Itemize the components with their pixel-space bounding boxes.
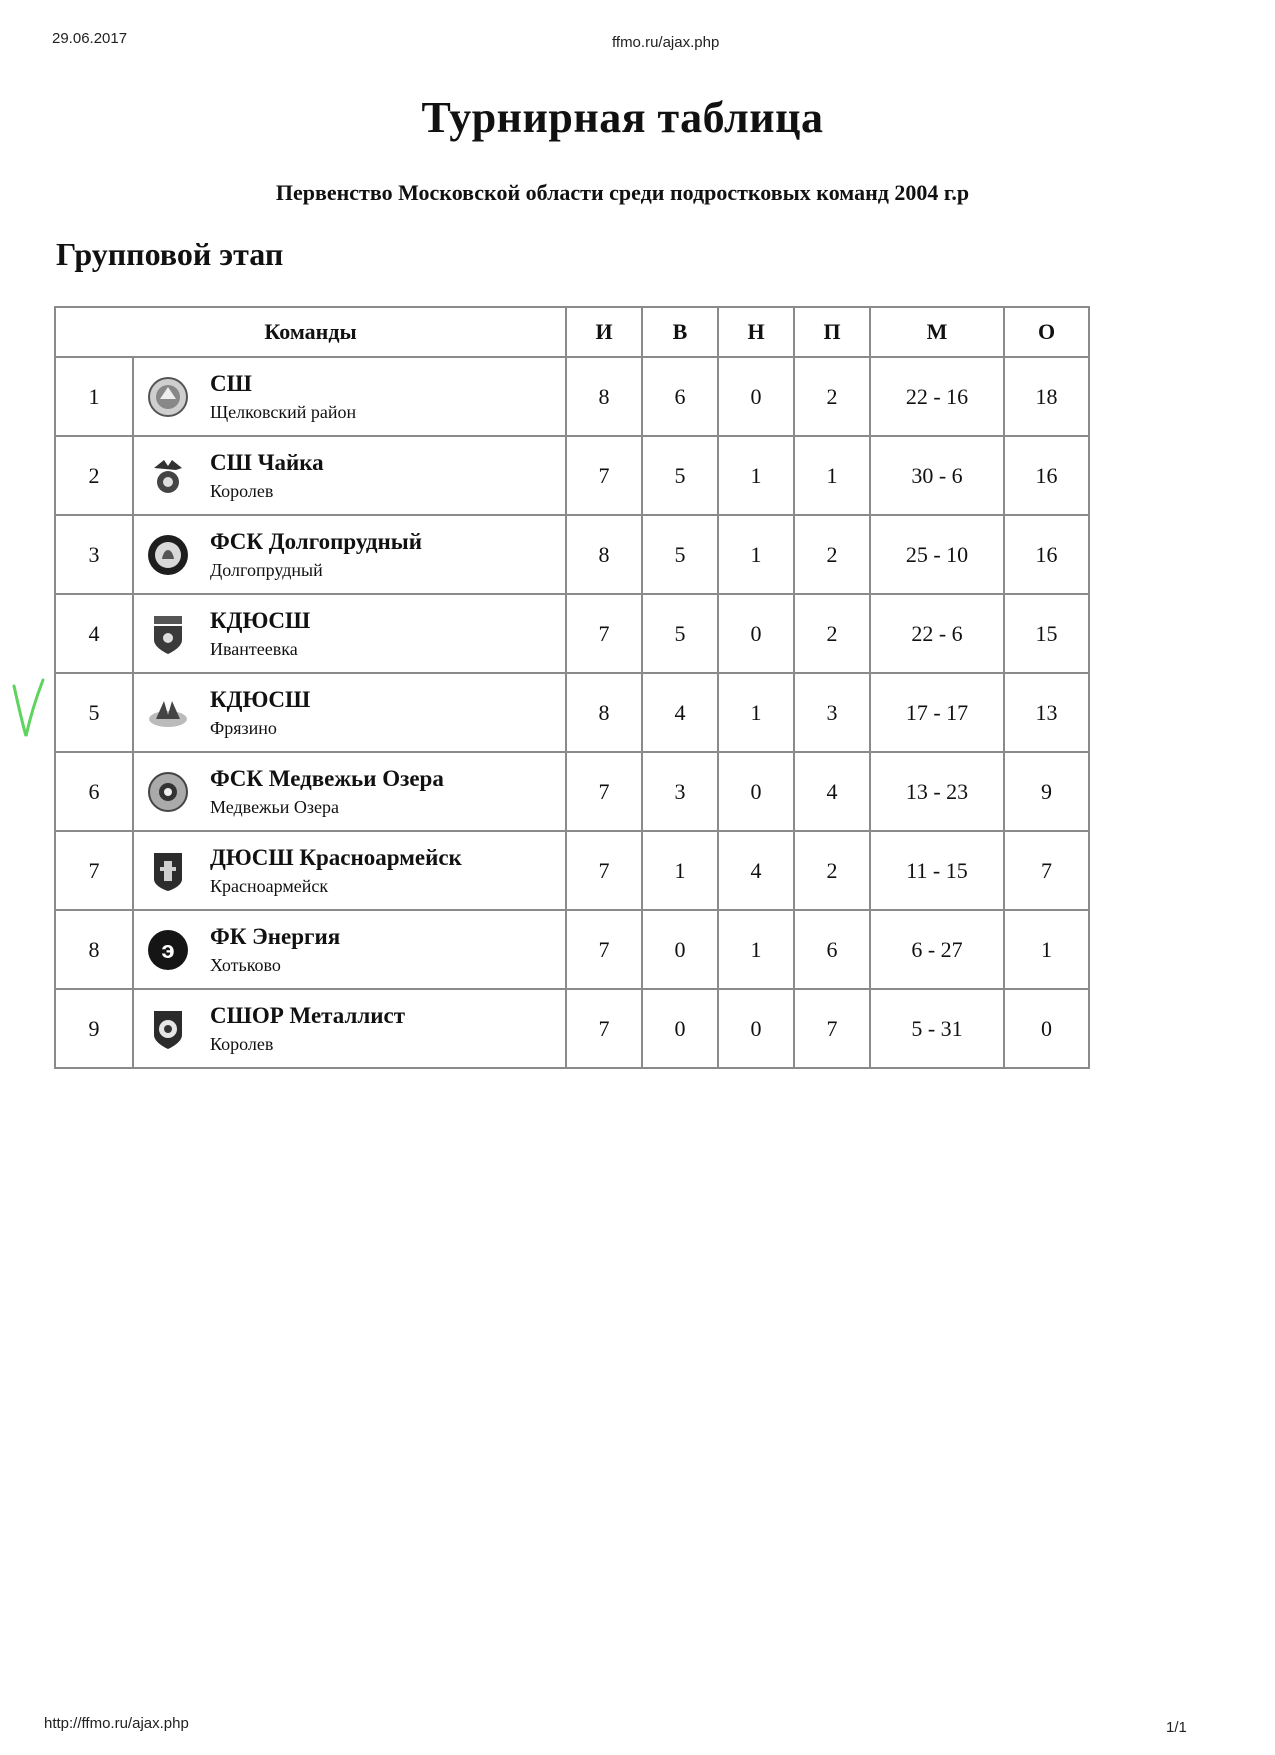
- played-cell: 7: [566, 752, 642, 831]
- check-mark-icon: [10, 678, 46, 740]
- goals-cell: 5 - 31: [870, 989, 1004, 1068]
- team-cell: [133, 594, 566, 673]
- lost-cell: 2: [794, 515, 870, 594]
- bear-ball-icon: [146, 770, 190, 814]
- goals-cell: 22 - 16: [870, 357, 1004, 436]
- won-cell: 5: [642, 436, 718, 515]
- city-coat-of-arms-icon: [146, 849, 190, 893]
- won-cell: 1: [642, 831, 718, 910]
- drawn-cell: 0: [718, 752, 794, 831]
- team-cell: [133, 831, 566, 910]
- drawn-cell: 0: [718, 989, 794, 1068]
- won-cell: 0: [642, 910, 718, 989]
- svg-text:э: э: [161, 936, 175, 964]
- table-row: [55, 357, 1089, 436]
- team-name: ДЮСШ Красноармейск: [210, 844, 462, 870]
- team-name: ФСК Медвежьи Озера: [210, 765, 444, 791]
- goals-cell: 13 - 23: [870, 752, 1004, 831]
- table-header-row: [55, 307, 1089, 357]
- played-cell: 8: [566, 357, 642, 436]
- team-name: СШОР Металлист: [210, 1002, 406, 1028]
- table-row: [55, 673, 1089, 752]
- points-cell: 16: [1004, 436, 1089, 515]
- rank-cell: 2: [55, 436, 133, 515]
- team-city: Красноармейск: [210, 875, 329, 896]
- won-cell: 4: [642, 673, 718, 752]
- table-row: [55, 989, 1089, 1068]
- table-row: [55, 594, 1089, 673]
- ball-shield-icon: [146, 1007, 190, 1051]
- team-cell: [133, 673, 566, 752]
- rank-cell: 4: [55, 594, 133, 673]
- won-cell: 5: [642, 594, 718, 673]
- drawn-cell: 1: [718, 515, 794, 594]
- team-city: Ивантеевка: [210, 638, 298, 659]
- lost-cell: 2: [794, 594, 870, 673]
- print-url-header: ffmo.ru/ajax.php: [612, 34, 720, 51]
- team-cell: [133, 989, 566, 1068]
- table-row: [55, 515, 1089, 594]
- team-city: Фрязино: [210, 717, 277, 738]
- rank-cell: 1: [55, 357, 133, 436]
- played-cell: 7: [566, 594, 642, 673]
- drawn-cell: 0: [718, 594, 794, 673]
- winged-emblem-icon: [146, 691, 190, 735]
- lost-cell: 1: [794, 436, 870, 515]
- team-name: КДЮСШ: [210, 686, 311, 712]
- points-cell: 13: [1004, 673, 1089, 752]
- played-cell: 8: [566, 673, 642, 752]
- table-row: [55, 752, 1089, 831]
- lost-cell: 6: [794, 910, 870, 989]
- team-cell: [133, 515, 566, 594]
- table-row: [55, 831, 1089, 910]
- goals-cell: 30 - 6: [870, 436, 1004, 515]
- played-cell: 7: [566, 910, 642, 989]
- points-cell: 1: [1004, 910, 1089, 989]
- team-name: ФК Энергия: [210, 923, 341, 949]
- lost-cell: 2: [794, 357, 870, 436]
- goals-cell: 17 - 17: [870, 673, 1004, 752]
- rank-cell: 5: [55, 673, 133, 752]
- team-city: Королев: [210, 1033, 274, 1054]
- seagull-ball-icon: [146, 454, 190, 498]
- goals-cell: 6 - 27: [870, 910, 1004, 989]
- rank-cell: 8: [55, 910, 133, 989]
- points-cell: 9: [1004, 752, 1089, 831]
- team-cell: [133, 910, 566, 989]
- won-cell: 3: [642, 752, 718, 831]
- energy-e-icon: [146, 928, 190, 972]
- rank-cell: 6: [55, 752, 133, 831]
- goals-cell: 25 - 10: [870, 515, 1004, 594]
- won-cell: 0: [642, 989, 718, 1068]
- won-cell: 5: [642, 515, 718, 594]
- points-cell: 16: [1004, 515, 1089, 594]
- team-name: СШ: [210, 370, 252, 396]
- drawn-cell: 1: [718, 436, 794, 515]
- goals-cell: 22 - 6: [870, 594, 1004, 673]
- points-cell: 18: [1004, 357, 1089, 436]
- col-header-drawn: Н: [718, 307, 794, 357]
- page-title: Турнирная таблица: [421, 93, 824, 142]
- round-emblem-icon: [146, 375, 190, 419]
- points-cell: 15: [1004, 594, 1089, 673]
- points-cell: 0: [1004, 989, 1089, 1068]
- table-row: [55, 436, 1089, 515]
- standings-table: [54, 306, 1090, 1069]
- team-city: Хотьково: [210, 954, 281, 975]
- table-row: [55, 910, 1089, 989]
- col-header-points: О: [1004, 307, 1089, 357]
- played-cell: 8: [566, 515, 642, 594]
- print-date: 29.06.2017: [52, 30, 128, 47]
- dark-round-emblem-icon: [146, 533, 190, 577]
- col-header-played: И: [566, 307, 642, 357]
- section-heading: Групповой этап: [56, 236, 284, 272]
- team-name: ФСК Долгопрудный: [210, 528, 422, 554]
- shield-crest-icon: [146, 612, 190, 656]
- team-city: Щелковский район: [210, 401, 357, 422]
- drawn-cell: 1: [718, 673, 794, 752]
- played-cell: 7: [566, 989, 642, 1068]
- team-name: КДЮСШ: [210, 607, 311, 633]
- team-name: СШ Чайка: [210, 449, 324, 475]
- played-cell: 7: [566, 831, 642, 910]
- lost-cell: 3: [794, 673, 870, 752]
- lost-cell: 7: [794, 989, 870, 1068]
- col-header-won: В: [642, 307, 718, 357]
- won-cell: 6: [642, 357, 718, 436]
- rank-cell: 9: [55, 989, 133, 1068]
- print-url-footer: http://ffmo.ru/ajax.php: [44, 1715, 189, 1732]
- lost-cell: 2: [794, 831, 870, 910]
- points-cell: 7: [1004, 831, 1089, 910]
- lost-cell: 4: [794, 752, 870, 831]
- rank-cell: 7: [55, 831, 133, 910]
- drawn-cell: 0: [718, 357, 794, 436]
- team-cell: [133, 752, 566, 831]
- played-cell: 7: [566, 436, 642, 515]
- col-header-lost: П: [794, 307, 870, 357]
- team-city: Долгопрудный: [210, 559, 323, 580]
- team-city: Медвежьи Озера: [210, 796, 339, 817]
- drawn-cell: 1: [718, 910, 794, 989]
- goals-cell: 11 - 15: [870, 831, 1004, 910]
- drawn-cell: 4: [718, 831, 794, 910]
- team-cell: [133, 357, 566, 436]
- page-number: 1/1: [1166, 1719, 1187, 1736]
- team-city: Королев: [210, 480, 274, 501]
- team-cell: [133, 436, 566, 515]
- col-header-teams: Команды: [55, 307, 566, 357]
- rank-cell: 3: [55, 515, 133, 594]
- col-header-goals: М: [870, 307, 1004, 357]
- page-subtitle: Первенство Московской области среди подростковых команд 2004 г.р: [275, 180, 970, 205]
